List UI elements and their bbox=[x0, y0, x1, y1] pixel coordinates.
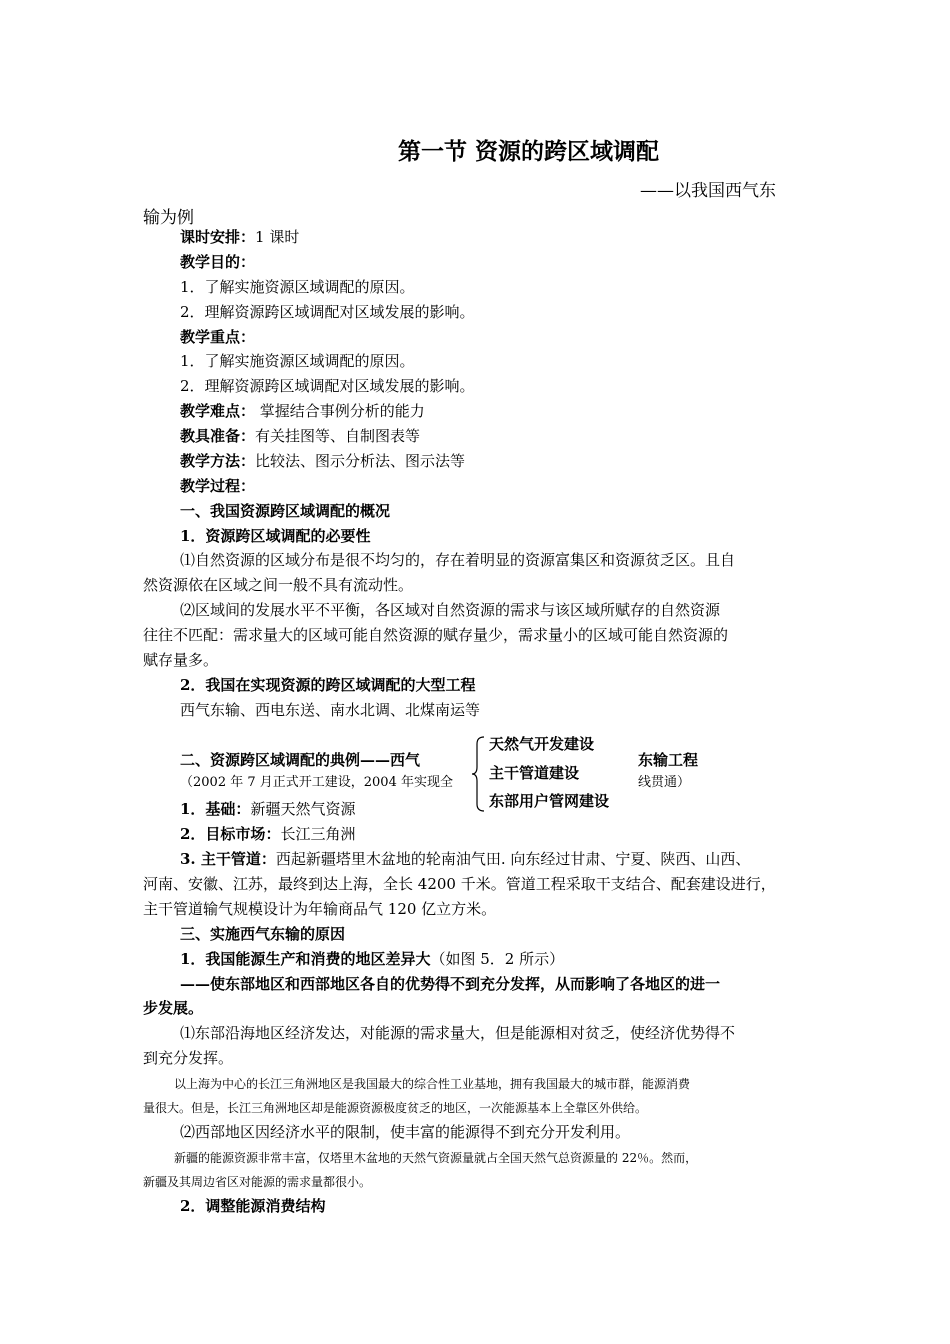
paragraph-line: ⑵区域间的发展水平不平衡，各区域对自然资源的需求与该区域所赋存的自然资源 bbox=[180, 601, 721, 619]
figure-reference: （如图 5．2 所示） bbox=[430, 950, 565, 968]
goal-item: 1．了解实施资源区域调配的原因。 bbox=[180, 278, 415, 296]
tools-value: 有关挂图等、自制图表等 bbox=[255, 427, 421, 445]
project-branch: 天然气开发建设 bbox=[489, 735, 595, 753]
small-paragraph-line: 新疆及其周边省区对能源的需求量都很小。 bbox=[143, 1175, 372, 1189]
difficulty-label: 教学难点： bbox=[180, 402, 256, 420]
difficulty-line bbox=[180, 401, 425, 421]
schedule-line bbox=[180, 227, 299, 247]
paragraph-line: ⑴东部沿海地区经济发达，对能源的需求量大，但是能源相对贫乏，使经济优势得不 bbox=[180, 1024, 736, 1042]
pipeline-line bbox=[180, 849, 750, 869]
paragraph-line: ⑵西部地区因经济水平的限制，使丰富的能源得不到充分开发利用。 bbox=[180, 1123, 631, 1141]
process-label: 教学过程： bbox=[180, 477, 256, 495]
schedule-value: 1 课时 bbox=[255, 228, 300, 246]
small-paragraph-line: 量很大。但是，长江三角洲地区却是能源资源极度贫乏的地区，一次能源基本上全靠区外供给。 bbox=[143, 1101, 648, 1115]
paragraph-line: 然资源依在区域之间一般不具有流动性。 bbox=[143, 576, 414, 594]
section1-subheading: 2．我国在实现资源的跨区域调配的大型工程 bbox=[180, 676, 476, 694]
paragraph-line: 到充分发挥。 bbox=[143, 1049, 234, 1067]
section3-subheading-line bbox=[180, 949, 564, 969]
curly-brace-icon bbox=[471, 736, 485, 812]
goal-item: 2．理解资源跨区域调配对区域发展的影响。 bbox=[180, 303, 475, 321]
methods-line bbox=[180, 451, 465, 471]
section3-heading: 三、实施西气东输的原因 bbox=[180, 925, 346, 943]
basis-line bbox=[180, 799, 355, 819]
schedule-label: 课时安排： bbox=[180, 228, 256, 246]
pipeline-text: 西起新疆塔里木盆地的轮南油气田. 向东经过甘肃、宁夏、陕西、山西、 bbox=[275, 850, 751, 868]
construction-note-end: 线贯通） bbox=[638, 775, 691, 790]
focus-item: 1．了解实施资源区域调配的原因。 bbox=[180, 352, 415, 370]
section1-heading: 一、我国资源跨区域调配的概况 bbox=[180, 502, 391, 520]
emphasis-line: 步发展。 bbox=[143, 999, 204, 1017]
section3-subheading: 2．调整能源消费结构 bbox=[180, 1197, 326, 1215]
section3-subheading: 1．我国能源生产和消费的地区差异大 bbox=[180, 950, 431, 968]
focus-item: 2．理解资源跨区域调配对区域发展的影响。 bbox=[180, 377, 475, 395]
construction-note: （2002 年 7 月正式开工建设，2004 年实现全 bbox=[180, 775, 453, 790]
paragraph-line: 河南、安徽、江苏，最终到达上海，全长 4200 千米。管道工程采取干支结合、配套建设进行， bbox=[143, 875, 776, 893]
market-value: 长江三角洲 bbox=[280, 825, 356, 843]
section2-heading-end: 东输工程 bbox=[638, 751, 699, 769]
emphasis-line: ——使东部地区和西部地区各自的优势得不到充分发挥，从而影响了各地区的进一 bbox=[180, 975, 721, 993]
project-branch: 东部用户管网建设 bbox=[489, 792, 610, 810]
tools-line bbox=[180, 426, 420, 446]
small-paragraph-line: 新疆的能源资源非常丰富，仅塔里木盆地的天然气资源量就占全国天然气总资源量的 22％。然而， bbox=[174, 1151, 698, 1165]
paragraph-line: 主干管道输气规模设计为年输商品气 120 亿立方米。 bbox=[143, 900, 497, 918]
section1-subheading: 1．资源跨区域调配的必要性 bbox=[180, 527, 371, 545]
section2-heading: 二、资源跨区域调配的典例——西气 bbox=[180, 751, 421, 769]
page-subtitle-continued: 输为例 bbox=[143, 208, 194, 228]
paragraph-line: ⑴自然资源的区域分布是很不均匀的，存在着明显的资源富集区和资源贫乏区。且自 bbox=[180, 551, 736, 569]
paragraph-line: 赋存量多。 bbox=[143, 651, 219, 669]
goals-label: 教学目的： bbox=[180, 253, 256, 271]
page-title: 第一节 资源的跨区域调配 bbox=[398, 138, 660, 165]
projects-line: 西气东输、西电东送、南水北调、北煤南运等 bbox=[180, 701, 481, 719]
project-branch: 主干管道建设 bbox=[489, 764, 580, 782]
pipeline-label: 3. 主干管道： bbox=[180, 850, 276, 868]
basis-label: 1．基础： bbox=[180, 800, 251, 818]
small-paragraph-line: 以上海为中心的长江三角洲地区是我国最大的综合性工业基地，拥有我国最大的城市群，能源消费 bbox=[174, 1077, 691, 1091]
market-label: 2．目标市场： bbox=[180, 825, 281, 843]
focus-label: 教学重点： bbox=[180, 328, 256, 346]
tools-label: 教具准备： bbox=[180, 427, 256, 445]
difficulty-value: 掌握结合事例分析的能力 bbox=[255, 402, 425, 420]
market-line bbox=[180, 824, 355, 844]
methods-label: 教学方法： bbox=[180, 452, 256, 470]
page-subtitle: ——以我国西气东 bbox=[640, 181, 776, 201]
basis-value: 新疆天然气资源 bbox=[250, 800, 356, 818]
paragraph-line: 往往不匹配：需求量大的区域可能自然资源的赋存量少，需求量小的区域可能自然资源的 bbox=[143, 626, 729, 644]
methods-value: 比较法、图示分析法、图示法等 bbox=[255, 452, 466, 470]
